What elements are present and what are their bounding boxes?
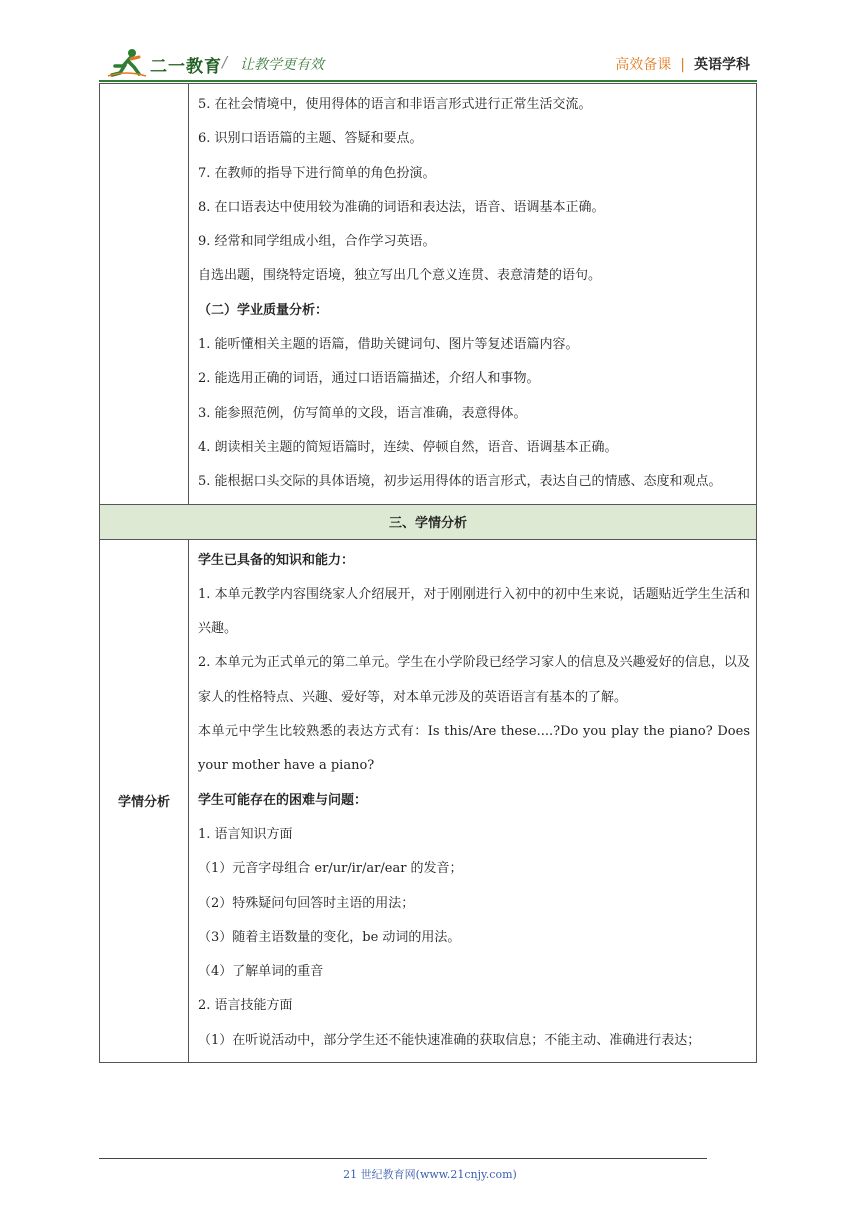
header-highlight: 高效备课 <box>615 57 672 73</box>
list-item: （1）在听说活动中，部分学生还不能快速准确的获取信息；不能主动、准确进行表达； <box>198 1032 701 1048</box>
list-item: 1. 语言知识方面 <box>198 826 293 842</box>
list-item: 2. 语言技能方面 <box>198 998 293 1014</box>
section-header-row <box>100 504 757 539</box>
header-slash: / <box>222 53 228 71</box>
list-item: 2. 本单元为正式单元的第二单元。学生在小学阶段已经学习家人的信息及兴趣爱好的信息，以及家人的性格特点、兴趣、爱好等，对本单元涉及的英语语言有基本的了解。 <box>198 655 750 705</box>
page-header <box>0 0 860 84</box>
list-item: 2. 能选用正确的词语，通过口语语篇描述，介绍人和事物。 <box>198 371 540 387</box>
runner-logo-icon <box>106 48 148 78</box>
analysis-cell <box>189 539 757 1062</box>
footer-rule <box>99 1158 707 1159</box>
list-item: 1. 本单元教学内容围绕家人介绍展开，对于刚刚进行入初中的初中生来说，话题贴近学生生活和兴趣。 <box>198 586 750 637</box>
header-divider: | <box>680 57 685 73</box>
list-item: 自选出题，围绕特定语境，独立写出几个意义连贯、表意清楚的语句。 <box>198 268 602 284</box>
list-item: （2）特殊疑问句回答时主语的用法； <box>198 895 415 911</box>
list-item: 8. 在口语表达中使用较为准确的词语和表达法，语音、语调基本正确。 <box>198 199 605 215</box>
slogan: 让教学更有效 <box>240 57 324 73</box>
list-item: （3）随着主语数量的变化，be 动词的用法。 <box>198 929 461 945</box>
list-item: 5. 能根据口头交际的具体语境，初步运用得体的语言形式，表达自己的情感、态度和观点。 <box>198 474 722 490</box>
brand-name: 二一教育 <box>150 57 222 77</box>
list-item: 3. 能参照范例，仿写简单的文段，语言准确，表意得体。 <box>198 405 527 421</box>
standards-cell <box>189 84 757 505</box>
quality-heading: （二）学业质量分析： <box>198 302 329 318</box>
lesson-table <box>99 83 757 1063</box>
list-item: 7. 在教师的指导下进行简单的角色扮演。 <box>198 165 436 181</box>
footer-link[interactable]: 21 世纪教育网(www.21cnjy.com) <box>343 1168 517 1181</box>
empty-label-cell <box>100 84 189 505</box>
header-rule <box>99 80 757 82</box>
list-item: 5. 在社会情境中，使用得体的语言和非语言形式进行正常生活交流。 <box>198 97 592 112</box>
list-item: 4. 朗读相关主题的简短语篇时，连续、停顿自然，语音、语调基本正确。 <box>198 439 618 455</box>
difficulty-heading: 学生可能存在的困难与问题： <box>198 792 368 808</box>
table-row <box>100 539 757 1062</box>
list-item: 1. 能听懂相关主题的语篇，借助关键词句、图片等复述语篇内容。 <box>198 337 579 353</box>
table-row <box>100 84 757 505</box>
header-subject: 英语学科 <box>694 57 750 73</box>
header-right <box>615 54 750 74</box>
section-title: 三、学情分析 <box>100 504 757 539</box>
list-item: 本单元中学生比较熟悉的表达方式有：Is this/Are these....?Do you play the piano? Does your mother have a piano? <box>198 724 750 774</box>
list-item: （4）了解单词的重音 <box>198 964 324 980</box>
list-item: （1）元音字母组合 er/ur/ir/ar/ear 的发音； <box>198 861 463 877</box>
list-item: 9. 经常和同学组成小组，合作学习英语。 <box>198 234 436 250</box>
list-item: 6. 识别口语语篇的主题、答疑和要点。 <box>198 131 423 147</box>
known-heading: 学生已具备的知识和能力： <box>198 552 355 568</box>
row-label: 学情分析 <box>100 539 189 1062</box>
